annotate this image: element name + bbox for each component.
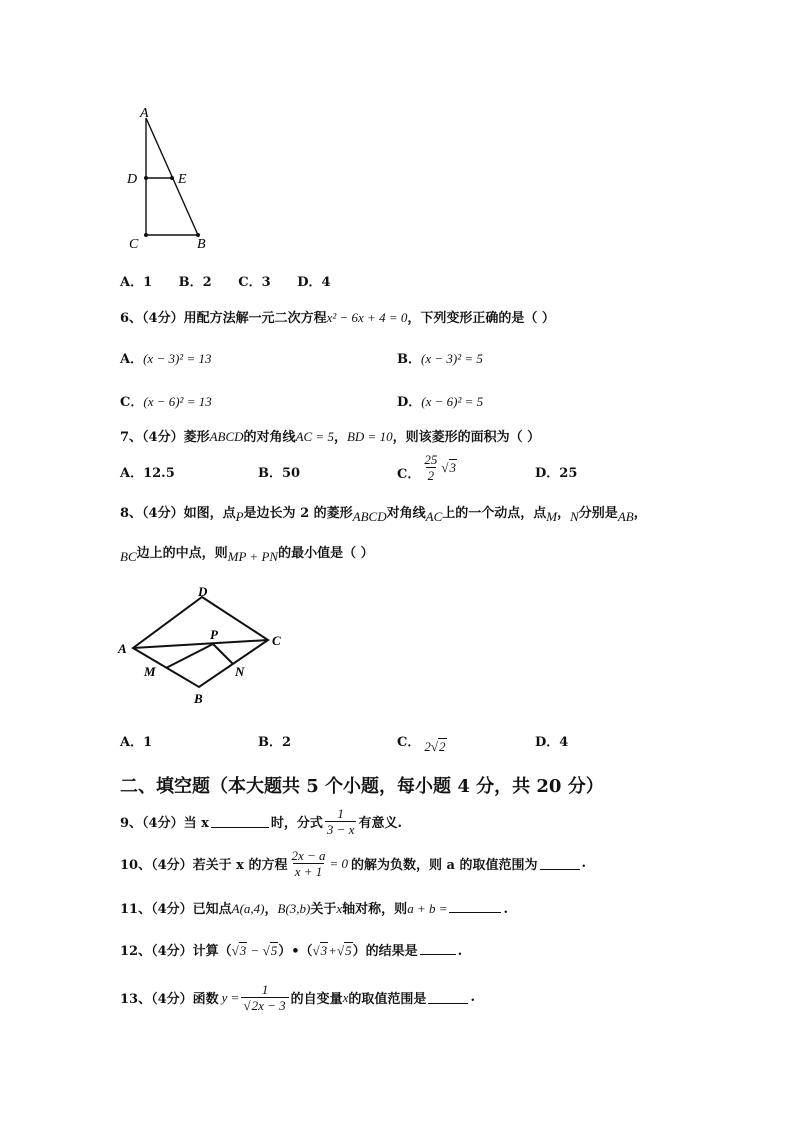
q8-n: N xyxy=(570,509,579,524)
label-E: E xyxy=(178,172,187,187)
q8-l1b: 是边长为 2 的菱形 xyxy=(243,506,353,521)
q8-l1e: 分别是 xyxy=(578,506,618,521)
q11-x: x xyxy=(336,901,343,916)
q6-option-b-expr: (x − 3)² = 5 xyxy=(421,351,483,366)
q10-answer-blank[interactable] xyxy=(540,857,580,870)
q6-option-a-label: A． xyxy=(120,352,144,367)
q13-numerator: 1 xyxy=(261,982,269,997)
label-B: B xyxy=(197,237,206,252)
q12-b: ）•（ xyxy=(278,944,313,959)
q10-denominator: x + 1 xyxy=(294,864,323,879)
q8-option-b: B．2 xyxy=(258,735,292,750)
triangle-figure xyxy=(120,100,220,255)
q10 xyxy=(120,848,586,879)
q9-a: 9、（4分）当 x xyxy=(120,816,209,831)
q5-option-c: C．3 xyxy=(238,275,271,290)
q13-denominator: √2x − 3 xyxy=(241,997,288,1013)
q8-option-c xyxy=(397,731,447,754)
q10-c: . xyxy=(581,856,587,871)
q7-stem xyxy=(120,426,540,445)
q8-bc: BC xyxy=(120,549,137,564)
q7-c-radicand: 3 xyxy=(449,459,456,475)
q9-fraction xyxy=(325,806,357,837)
q7-abcd: ABCD xyxy=(209,429,244,444)
q12-root2: √5 xyxy=(262,943,278,958)
q8-expr: MP + PN xyxy=(227,549,279,564)
q5-option-a: A．1 xyxy=(120,275,153,290)
q7-option-b: B．50 xyxy=(258,466,301,481)
q7-sep: ， xyxy=(333,430,347,445)
label-C: C xyxy=(129,237,139,252)
q7-suffix: ，则该菱形的面积为（ ） xyxy=(392,430,541,445)
q11-c: 轴对称，则 xyxy=(342,902,408,917)
q11-answer-blank[interactable] xyxy=(449,900,501,913)
q12 xyxy=(120,940,462,959)
q8-l2a: 边上的中点，则 xyxy=(136,546,228,561)
q6-option-a xyxy=(120,348,211,367)
q6-option-d xyxy=(397,391,483,410)
label-D: D xyxy=(127,172,138,187)
q8-option-d: D．4 xyxy=(535,735,569,750)
q12-a: 12、（4分）计算（ xyxy=(120,944,232,959)
q12-answer-blank[interactable] xyxy=(420,942,456,955)
q9-numerator: 1 xyxy=(337,806,344,821)
q10-a: 10、（4分）若关于 x 的方程 xyxy=(120,858,288,873)
q7-option-c-label: C． xyxy=(397,467,421,482)
label-P2: P xyxy=(210,627,218,642)
q7-bd: BD = 10 xyxy=(346,429,393,444)
q12-d: . xyxy=(457,944,463,959)
label-M2: M xyxy=(144,664,156,679)
q12-r4: 5 xyxy=(345,943,352,958)
q11 xyxy=(120,898,508,917)
q8-c-coef: 2 xyxy=(424,739,431,754)
q13-y: y = xyxy=(221,989,240,1005)
q13-b: 的自变量 xyxy=(290,992,343,1007)
q6-option-b-label: B． xyxy=(397,352,421,367)
q11-b: 关于 xyxy=(310,902,337,917)
q9 xyxy=(120,806,402,837)
label-D2: D xyxy=(198,584,208,599)
q7-option-a: A．12.5 xyxy=(120,466,175,481)
q13-d: . xyxy=(470,990,475,1005)
q11-point-a: A(a,4) xyxy=(231,901,265,916)
q7-option-c-fraction xyxy=(422,452,439,483)
q9-answer-blank[interactable] xyxy=(211,815,269,828)
q8-option-c-label: C． xyxy=(397,735,421,750)
q9-denominator: 3 − x xyxy=(326,822,355,837)
q7-c-numerator: 25 xyxy=(424,452,438,467)
q8-ab: AB xyxy=(617,509,634,524)
q13-c: 的取值范围是 xyxy=(348,992,427,1007)
q8-l2b: 的最小值是（ ） xyxy=(278,546,374,561)
q11-sep: ， xyxy=(264,902,278,917)
q12-r3: 3 xyxy=(320,943,328,958)
q13-radicand: 2x − 3 xyxy=(251,998,286,1013)
q12-root3: √3 xyxy=(312,943,328,958)
q5-option-d: D．4 xyxy=(297,275,331,290)
q12-plus: + xyxy=(328,943,337,958)
q6-option-d-label: D． xyxy=(397,395,422,410)
q8-l1d: 上的一个动点，点 xyxy=(442,506,547,521)
q6-prefix: 6、（4分）用配方法解一元二次方程 xyxy=(120,311,327,326)
q8-stem-line2 xyxy=(120,542,374,564)
q12-minus: − xyxy=(247,943,263,958)
q10-eq: = 0 xyxy=(329,855,349,871)
q13-answer-blank[interactable] xyxy=(428,991,468,1004)
q11-expr: a + b = xyxy=(407,901,448,916)
q7-ac: AC = 5 xyxy=(295,429,334,444)
q6-option-d-expr: (x − 6)² = 5 xyxy=(421,394,484,409)
q5-option-b: B．2 xyxy=(178,275,212,290)
q8-l1a: 8、（4分）如图，点 xyxy=(120,506,236,521)
q9-b: 时，分式 xyxy=(270,816,323,831)
label-C2: C xyxy=(272,633,281,648)
q6-suffix: ，下列变形正确的是（ ） xyxy=(407,311,555,326)
q11-a: 11、（4分）已知点 xyxy=(120,902,232,917)
q6-option-c-expr: (x − 6)² = 13 xyxy=(143,394,212,409)
q8-m: M xyxy=(546,509,558,524)
q12-root1: √3 xyxy=(231,943,247,958)
q8-option-a: A．1 xyxy=(120,735,153,750)
q7-c-denominator: 2 xyxy=(427,468,435,483)
q8-c-expr: 2√2 xyxy=(424,739,446,754)
q7-mid: 的对角线 xyxy=(243,430,296,445)
q10-b: 的解为负数，则 a 的取值范围为 xyxy=(351,858,538,873)
section-title: 二、填空题（本大题共 5 个小题，每小题 4 分，共 20 分） xyxy=(120,776,604,797)
q8-c-radicand: 2 xyxy=(439,739,446,754)
q6-stem xyxy=(120,307,555,326)
q13 xyxy=(120,982,475,1013)
q12-r1: 3 xyxy=(239,943,247,958)
q6-option-c xyxy=(120,391,212,410)
label-N2: N xyxy=(235,664,245,679)
q8-ac: AC xyxy=(425,509,443,524)
q13-a: 13、（4分）函数 xyxy=(120,992,219,1007)
q12-root4: √5 xyxy=(336,943,352,958)
label-A2: A xyxy=(118,641,127,656)
q8-stem-line1 xyxy=(120,502,647,524)
q12-c: ）的结果是 xyxy=(352,944,418,959)
q7-option-c xyxy=(397,452,457,483)
q12-r2: 5 xyxy=(270,943,278,958)
q8-l1f: ， xyxy=(633,506,647,521)
rhombus-figure xyxy=(115,583,295,708)
q10-fraction xyxy=(289,848,327,879)
q6-option-b xyxy=(397,348,483,367)
q11-d: . xyxy=(503,902,509,917)
q13-x: x xyxy=(342,989,349,1005)
label-A: A xyxy=(140,106,149,121)
q11-point-b: B(3,b) xyxy=(277,901,311,916)
q6-option-a-expr: (x − 3)² = 13 xyxy=(143,351,212,366)
q5-options xyxy=(120,271,331,290)
q6-option-c-label: C． xyxy=(120,395,144,410)
q8-abcd: ABCD xyxy=(352,509,387,524)
q7-prefix: 7、（4分）菱形 xyxy=(120,430,210,445)
q8-p: P xyxy=(235,509,244,524)
q8-l1c: 对角线 xyxy=(386,506,426,521)
label-B2: B xyxy=(194,691,203,706)
q13-fraction xyxy=(241,982,288,1013)
q7-option-d: D．25 xyxy=(535,466,578,481)
q8-comma: ， xyxy=(557,506,571,521)
q10-numerator: 2x − a xyxy=(291,848,326,863)
q9-c: 有意义. xyxy=(358,816,402,831)
q6-equation: x² − 6x + 4 = 0 xyxy=(326,310,408,325)
q7-c-root: √3 xyxy=(441,459,456,475)
